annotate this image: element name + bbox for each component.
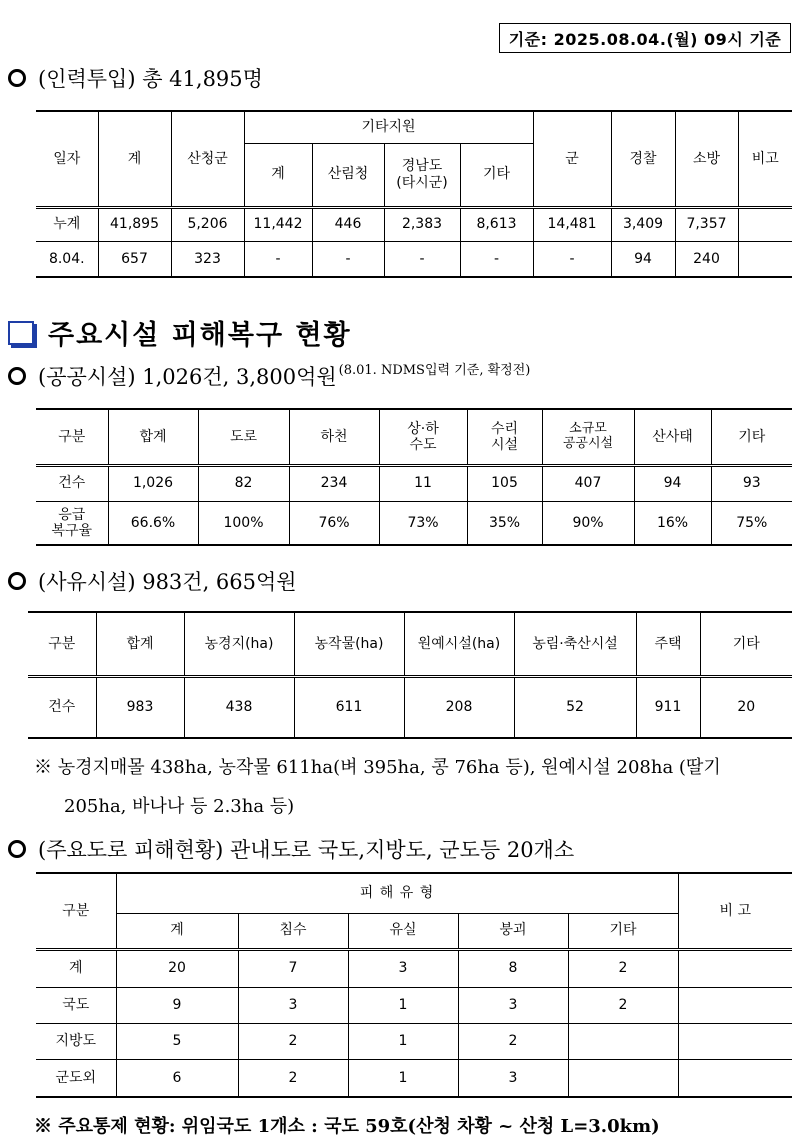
header-other-support: 기타지원	[244, 111, 533, 143]
standard-date-box: 기준: 2025.08.04.(월) 09시 기준	[499, 23, 791, 53]
roads-header-category: 구분	[36, 873, 116, 949]
bullet-icon	[8, 69, 26, 87]
private-table: 구분 합계 농경지(ha) 농작물(ha) 원예시설(ha) 농림·축산시설 주택 기타 건수 983 438 611 208 52 911 20	[28, 611, 792, 739]
table-row: 누계 41,895 5,206 11,442 446 2,383 8,613 14,481 3,409 7,357	[36, 207, 792, 241]
header-os-total: 계	[244, 143, 312, 207]
manpower-table	[36, 110, 792, 278]
header-fire: 소방	[675, 111, 738, 207]
header-gyeongnam: 경남도 (타시군)	[384, 143, 460, 207]
table-row: 응급 복구율 66.6% 100% 76% 73% 35% 90% 16% 75%	[36, 501, 792, 545]
header-remark: 비고	[738, 111, 792, 207]
header-date: 일자	[36, 111, 98, 207]
public-header: 구분	[36, 409, 108, 465]
roads-header-remark: 비 고	[678, 873, 792, 949]
bullet-icon	[8, 367, 26, 385]
table-row: 군도외 6 2 1 3	[36, 1059, 792, 1097]
private-header: 구분	[28, 612, 96, 676]
bullet-icon	[8, 840, 26, 858]
private-note-line2: 205ha, 바나나 등 2.3ha 등)	[64, 796, 295, 817]
checkbox-square-icon	[8, 321, 34, 345]
table-row: 계 20 7 3 8 2	[36, 949, 792, 987]
roads-table: 구분 피 해 유 형 비 고 계 침수 유실 붕괴 기타 계 20 7 3 8 2 국도 9 3 1 3 2 지방도 5 2 1 2 군도외 6 2 1 3	[36, 872, 792, 1098]
table-row: 지방도 5 2 1 2	[36, 1023, 792, 1059]
roads-title: (주요도로 피해현황) 관내도로 국도,지방도, 군도등 20개소	[8, 834, 574, 864]
public-table: 구분 합계 도로 하천 상·하 수도 수리 시설 소규모 공공시설 산사태 기타 건수 1,026 82 234 11 105 407 94 93 응급 복구율 66.6% 100% 76% 73% 35% 90% 16% 75%	[36, 408, 792, 546]
table-row: 국도 9 3 1 3 2	[36, 987, 792, 1023]
section-heading: 주요시설 피해복구 현황	[8, 313, 352, 352]
table-row: 건수 983 438 611 208 52 911 20	[28, 676, 792, 738]
roads-header-damage-type: 피 해 유 형	[116, 873, 678, 913]
header-forest: 산림청	[312, 143, 384, 207]
table-row: 8.04. 657 323 - - - - - 94 240	[36, 241, 792, 277]
private-note-line1: ※ 농경지매몰 438ha, 농작물 611ha(벼 395ha, 콩 76ha 등), 원예시설 208ha (딸기	[34, 757, 721, 778]
control-note: ※ 주요통제 현황: 위임국도 1개소 : 국도 59호(산청 차황 ~ 산청 L=3.0km)	[34, 1116, 660, 1137]
private-title: (사유시설) 983건, 665억원	[8, 566, 297, 596]
public-title: (공공시설) 1,026건, 3,800억원 (8.01. NDMS입력 기준, 확정전)	[8, 361, 530, 391]
bullet-icon	[8, 572, 26, 590]
header-sancheong: 산청군	[171, 111, 244, 207]
header-police: 경찰	[611, 111, 675, 207]
table-row: 건수 1,026 82 234 11 105 407 94 93	[36, 465, 792, 501]
header-total: 계	[98, 111, 171, 207]
manpower-title: (인력투입) 총 41,895명	[8, 63, 263, 93]
header-army: 군	[533, 111, 611, 207]
header-etc: 기타	[460, 143, 533, 207]
